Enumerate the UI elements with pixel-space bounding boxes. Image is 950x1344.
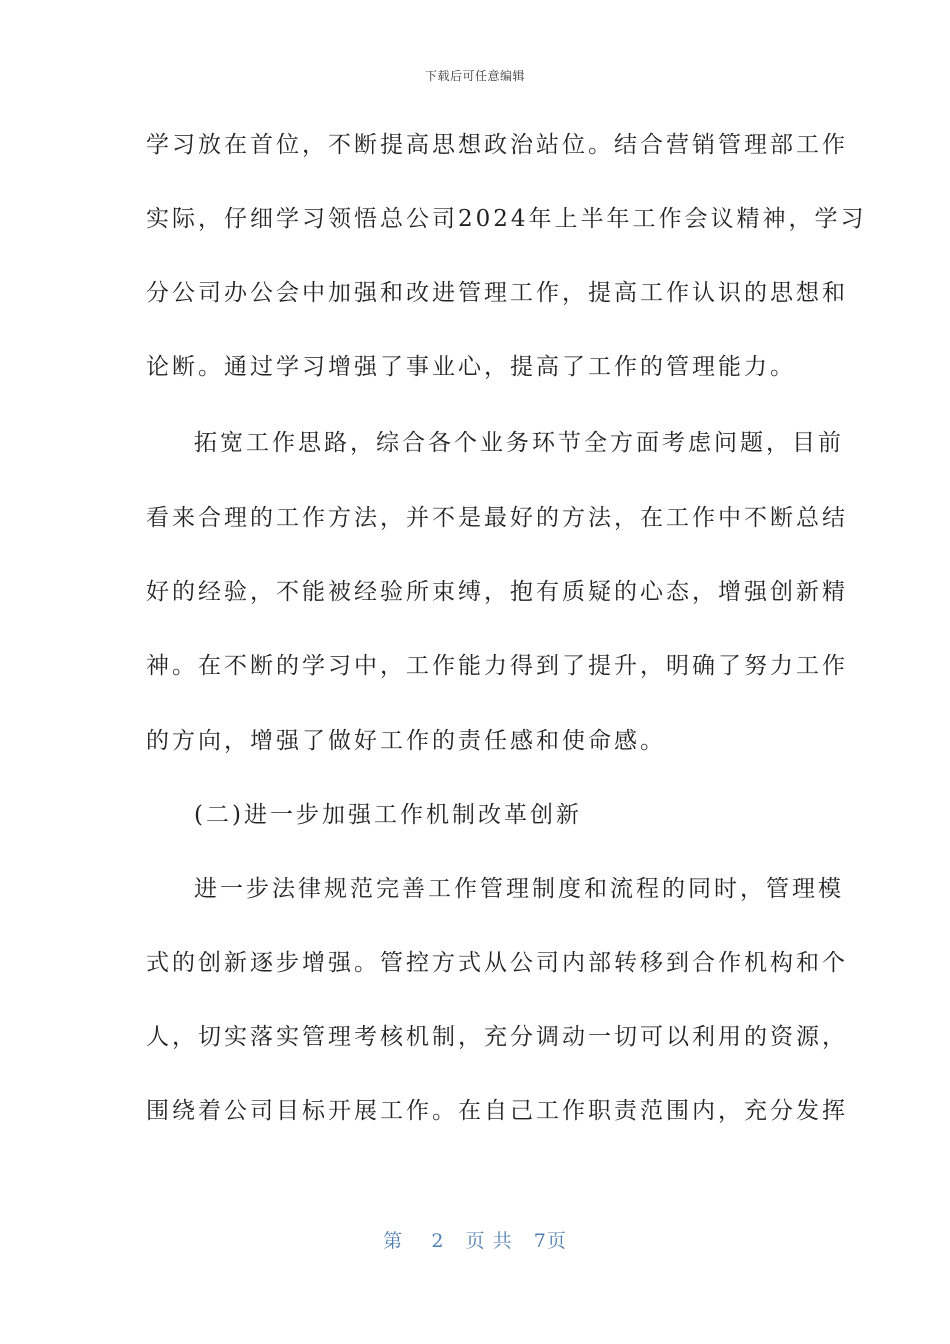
body-line: 人，切实落实管理考核机制，充分调动一切可以利用的资源，: [146, 1024, 848, 1050]
body-line: 神。在不断的学习中，工作能力得到了提升，明确了努力工作: [146, 653, 848, 679]
body-line: 拓宽工作思路，综合各个业务环节全方面考虑问题，目前: [194, 430, 844, 456]
page-current: 2: [431, 1230, 445, 1252]
page-prefix: 第: [383, 1230, 404, 1252]
page-total: 7: [533, 1230, 547, 1252]
page-suffix: 页: [546, 1230, 567, 1252]
body-line: 式的创新逐步增强。管控方式从公司内部转移到合作机构和个: [146, 950, 848, 976]
body-line: 围绕着公司目标开展工作。在自己工作职责范围内，充分发挥: [146, 1098, 848, 1124]
body-line: 进一步法律规范完善工作管理制度和流程的同时，管理模: [194, 876, 844, 902]
body-line: 的方向，增强了做好工作的责任感和使命感。: [146, 728, 666, 754]
page-number: [0, 1226, 950, 1253]
body-line: 实际，仔细学习领悟总公司2024年上半年工作会议精神，学习: [146, 206, 867, 232]
page-mid: 页 共: [465, 1230, 513, 1252]
header-note: 下载后可任意编辑: [424, 69, 525, 83]
body-line: 论断。通过学习增强了事业心，提高了工作的管理能力。: [146, 354, 796, 380]
section-heading: (二)进一步加强工作机制改革创新: [194, 802, 582, 828]
body-line: 学习放在首位，不断提高思想政治站位。结合营销管理部工作: [146, 132, 848, 158]
body-line: 好的经验，不能被经验所束缚，抱有质疑的心态，增强创新精: [146, 579, 848, 605]
body-line: 分公司办公会中加强和改进管理工作，提高工作认识的思想和: [146, 280, 848, 306]
body-line: 看来合理的工作方法，并不是最好的方法，在工作中不断总结: [146, 505, 848, 531]
